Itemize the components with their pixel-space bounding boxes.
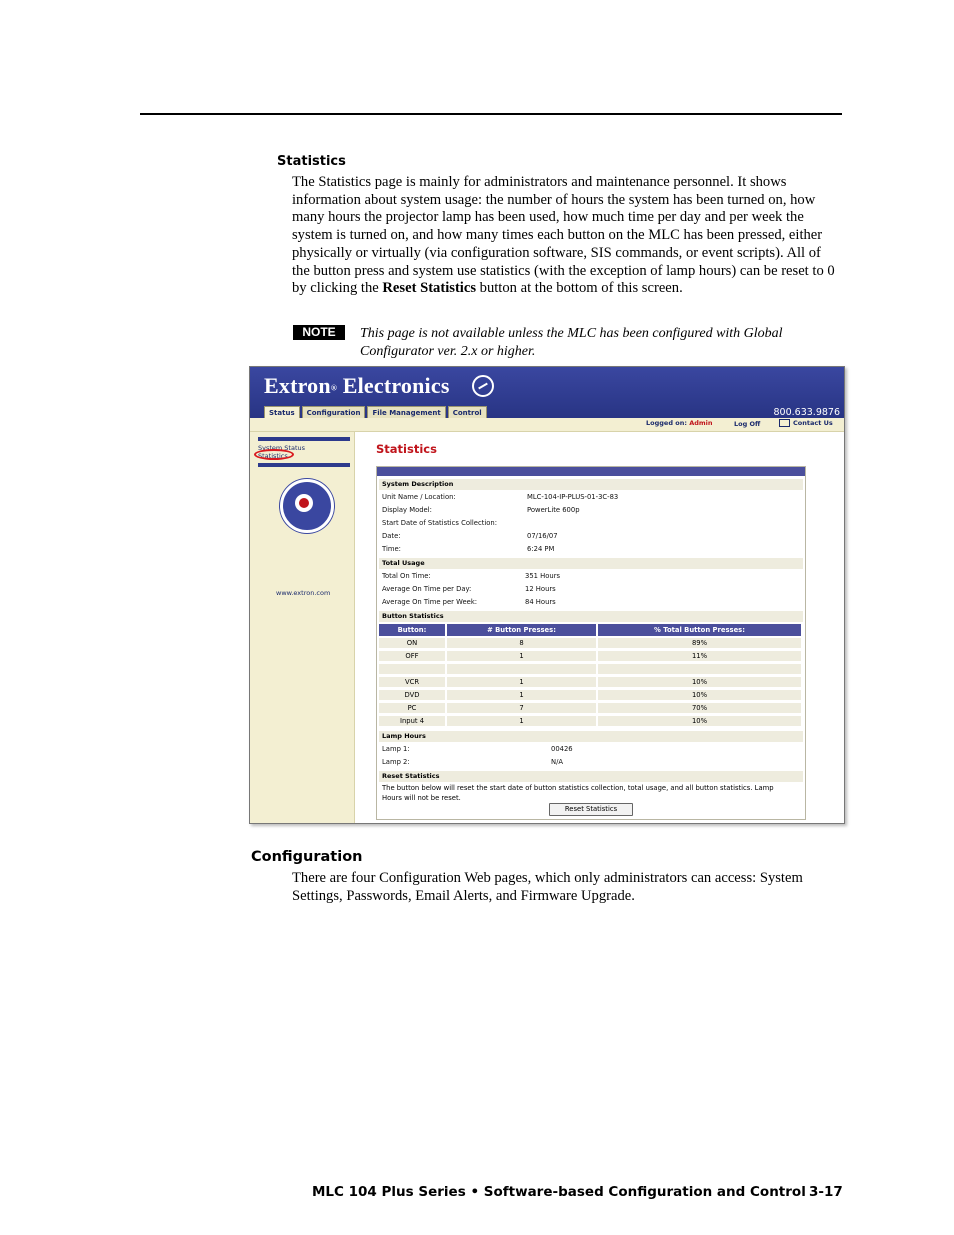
heading-statistics: Statistics [277, 154, 346, 169]
reset-statistics-button[interactable]: Reset Statistics [549, 803, 633, 816]
extron-seal-icon [280, 479, 334, 533]
tu-label-day: Average On Time per Day: [382, 585, 472, 593]
table-cell [447, 664, 596, 674]
contact-label: Contact Us [793, 419, 833, 427]
sidebar-divider-top [258, 437, 350, 441]
table-cell: VCR [379, 677, 445, 687]
phone-number: 800.633.9876 [773, 407, 840, 418]
header-rule [140, 113, 842, 115]
sidebar-item-system-status[interactable]: System Status [258, 444, 306, 452]
panel-header-bar [377, 467, 805, 476]
tab-file-management[interactable]: File Management [367, 406, 445, 419]
table-cell: 1 [447, 716, 596, 726]
table-cell: Input 4 [379, 716, 445, 726]
highlight-circle [254, 449, 294, 460]
tab-bar [264, 406, 487, 418]
footer-title: MLC 104 Plus Series • Software-based Configuration and Control [312, 1184, 806, 1200]
tab-control[interactable]: Control [448, 406, 487, 419]
sidebar [250, 432, 355, 823]
brand-reg: ® [330, 383, 337, 393]
table-cell: 10% [598, 677, 801, 687]
table-cell: PC [379, 703, 445, 713]
tu-value-total: 351 Hours [525, 572, 561, 580]
section-system-description: System Description [379, 479, 803, 490]
statistics-screenshot [249, 366, 845, 824]
sd-label-date: Date: [382, 532, 401, 540]
lamp1-value: 00426 [551, 745, 573, 753]
contact-link[interactable] [779, 419, 833, 427]
seal-center [295, 494, 313, 512]
page-number: 3-17 [809, 1184, 843, 1200]
sd-label-start: Start Date of Statistics Collection: [382, 519, 498, 527]
brand-logo [264, 373, 450, 399]
table-cell: 1 [447, 690, 596, 700]
table-cell [379, 664, 445, 674]
col-button: Button: [379, 624, 445, 636]
extron-swirl-icon [472, 375, 494, 397]
tu-value-week: 84 Hours [525, 598, 556, 606]
section-button-statistics: Button Statistics [379, 611, 803, 622]
statistics-paragraph-text1: The Statistics page is mainly for administrators and maintenance personnel. It shows information about system usage: the number of hours the system has been turned on, how many hours the projector lamp has been used, how much time per day and per week the system is turned on, and how many times each button on the MLC has been pressed, either physically or virtually (via configuration software, SIS commands, or event scripts). All of the button press and system use statistics (with the exception of lamp hours) can be reset to 0 by clicking the [292, 174, 835, 297]
table-cell: 8 [447, 638, 596, 648]
section-reset-statistics: Reset Statistics [379, 771, 803, 782]
table-cell: 7 [447, 703, 596, 713]
note-text: This page is not available unless the MLC has been configured with Global Configurator ver. 2.x or higher. [360, 326, 783, 359]
sd-label-time: Time: [382, 545, 401, 553]
banner [250, 367, 844, 418]
brand-part2: Electronics [337, 373, 450, 398]
table-cell: 89% [598, 638, 801, 648]
lamp2-label: Lamp 2: [382, 758, 410, 766]
brand-part1: Extron [264, 373, 331, 398]
tu-label-week: Average On Time per Week: [382, 598, 478, 606]
sd-value-time: 6:24 PM [527, 545, 555, 553]
table-cell [598, 664, 801, 674]
statistics-panel [376, 466, 806, 820]
sd-value-unit: MLC-104-IP-PLUS-01-3C-83 [527, 493, 619, 501]
reset-description: The button below will reset the start date of button statistics collection, total usage, and all button statistics. Lamp Hours will not be reset. [382, 784, 774, 802]
section-lamp-hours: Lamp Hours [379, 731, 803, 742]
configuration-paragraph: There are four Configuration Web pages, which only administrators can access: System Settings, Passwords, Email Alerts, and Firmware Upgrade. [292, 870, 803, 904]
logged-label: Logged on: [646, 419, 690, 427]
statistics-paragraph-text2: button at the bottom of this screen. [476, 280, 683, 297]
table-cell: 10% [598, 690, 801, 700]
table-cell: 70% [598, 703, 801, 713]
logoff-link[interactable]: Log Off [734, 420, 761, 428]
sd-label-display: Display Model: [382, 506, 432, 514]
sd-value-display: PowerLite 600p [527, 506, 580, 514]
table-cell: 1 [447, 651, 596, 661]
table-cell: DVD [379, 690, 445, 700]
sd-value-date: 07/16/07 [527, 532, 558, 540]
section-total-usage: Total Usage [379, 558, 803, 569]
table-cell: OFF [379, 651, 445, 661]
lamp2-value: N/A [551, 758, 564, 766]
logged-user: Admin [689, 419, 713, 427]
tu-value-day: 12 Hours [525, 585, 556, 593]
statistics-paragraph [292, 174, 842, 298]
col-presses: # Button Presses: [447, 624, 596, 636]
sidebar-item-statistics[interactable]: Statistics [258, 452, 288, 460]
tab-configuration[interactable]: Configuration [302, 406, 366, 419]
website-link[interactable]: www.extron.com [276, 589, 331, 597]
note-label: NOTE [293, 325, 345, 340]
page-title: Statistics [376, 442, 437, 456]
reset-statistics-bold: Reset Statistics [382, 280, 477, 297]
envelope-icon [779, 419, 790, 427]
sd-label-unit: Unit Name / Location: [382, 493, 456, 501]
table-cell: 10% [598, 716, 801, 726]
lamp1-label: Lamp 1: [382, 745, 410, 753]
table-cell: 11% [598, 651, 801, 661]
table-cell: 1 [447, 677, 596, 687]
heading-configuration: Configuration [251, 849, 363, 865]
col-percent: % Total Button Presses: [598, 624, 801, 636]
logged-on [646, 419, 713, 427]
tu-label-total: Total On Time: [382, 572, 431, 580]
table-cell: ON [379, 638, 445, 648]
sidebar-divider-bottom [258, 463, 350, 467]
tab-status[interactable]: Status [264, 406, 300, 419]
